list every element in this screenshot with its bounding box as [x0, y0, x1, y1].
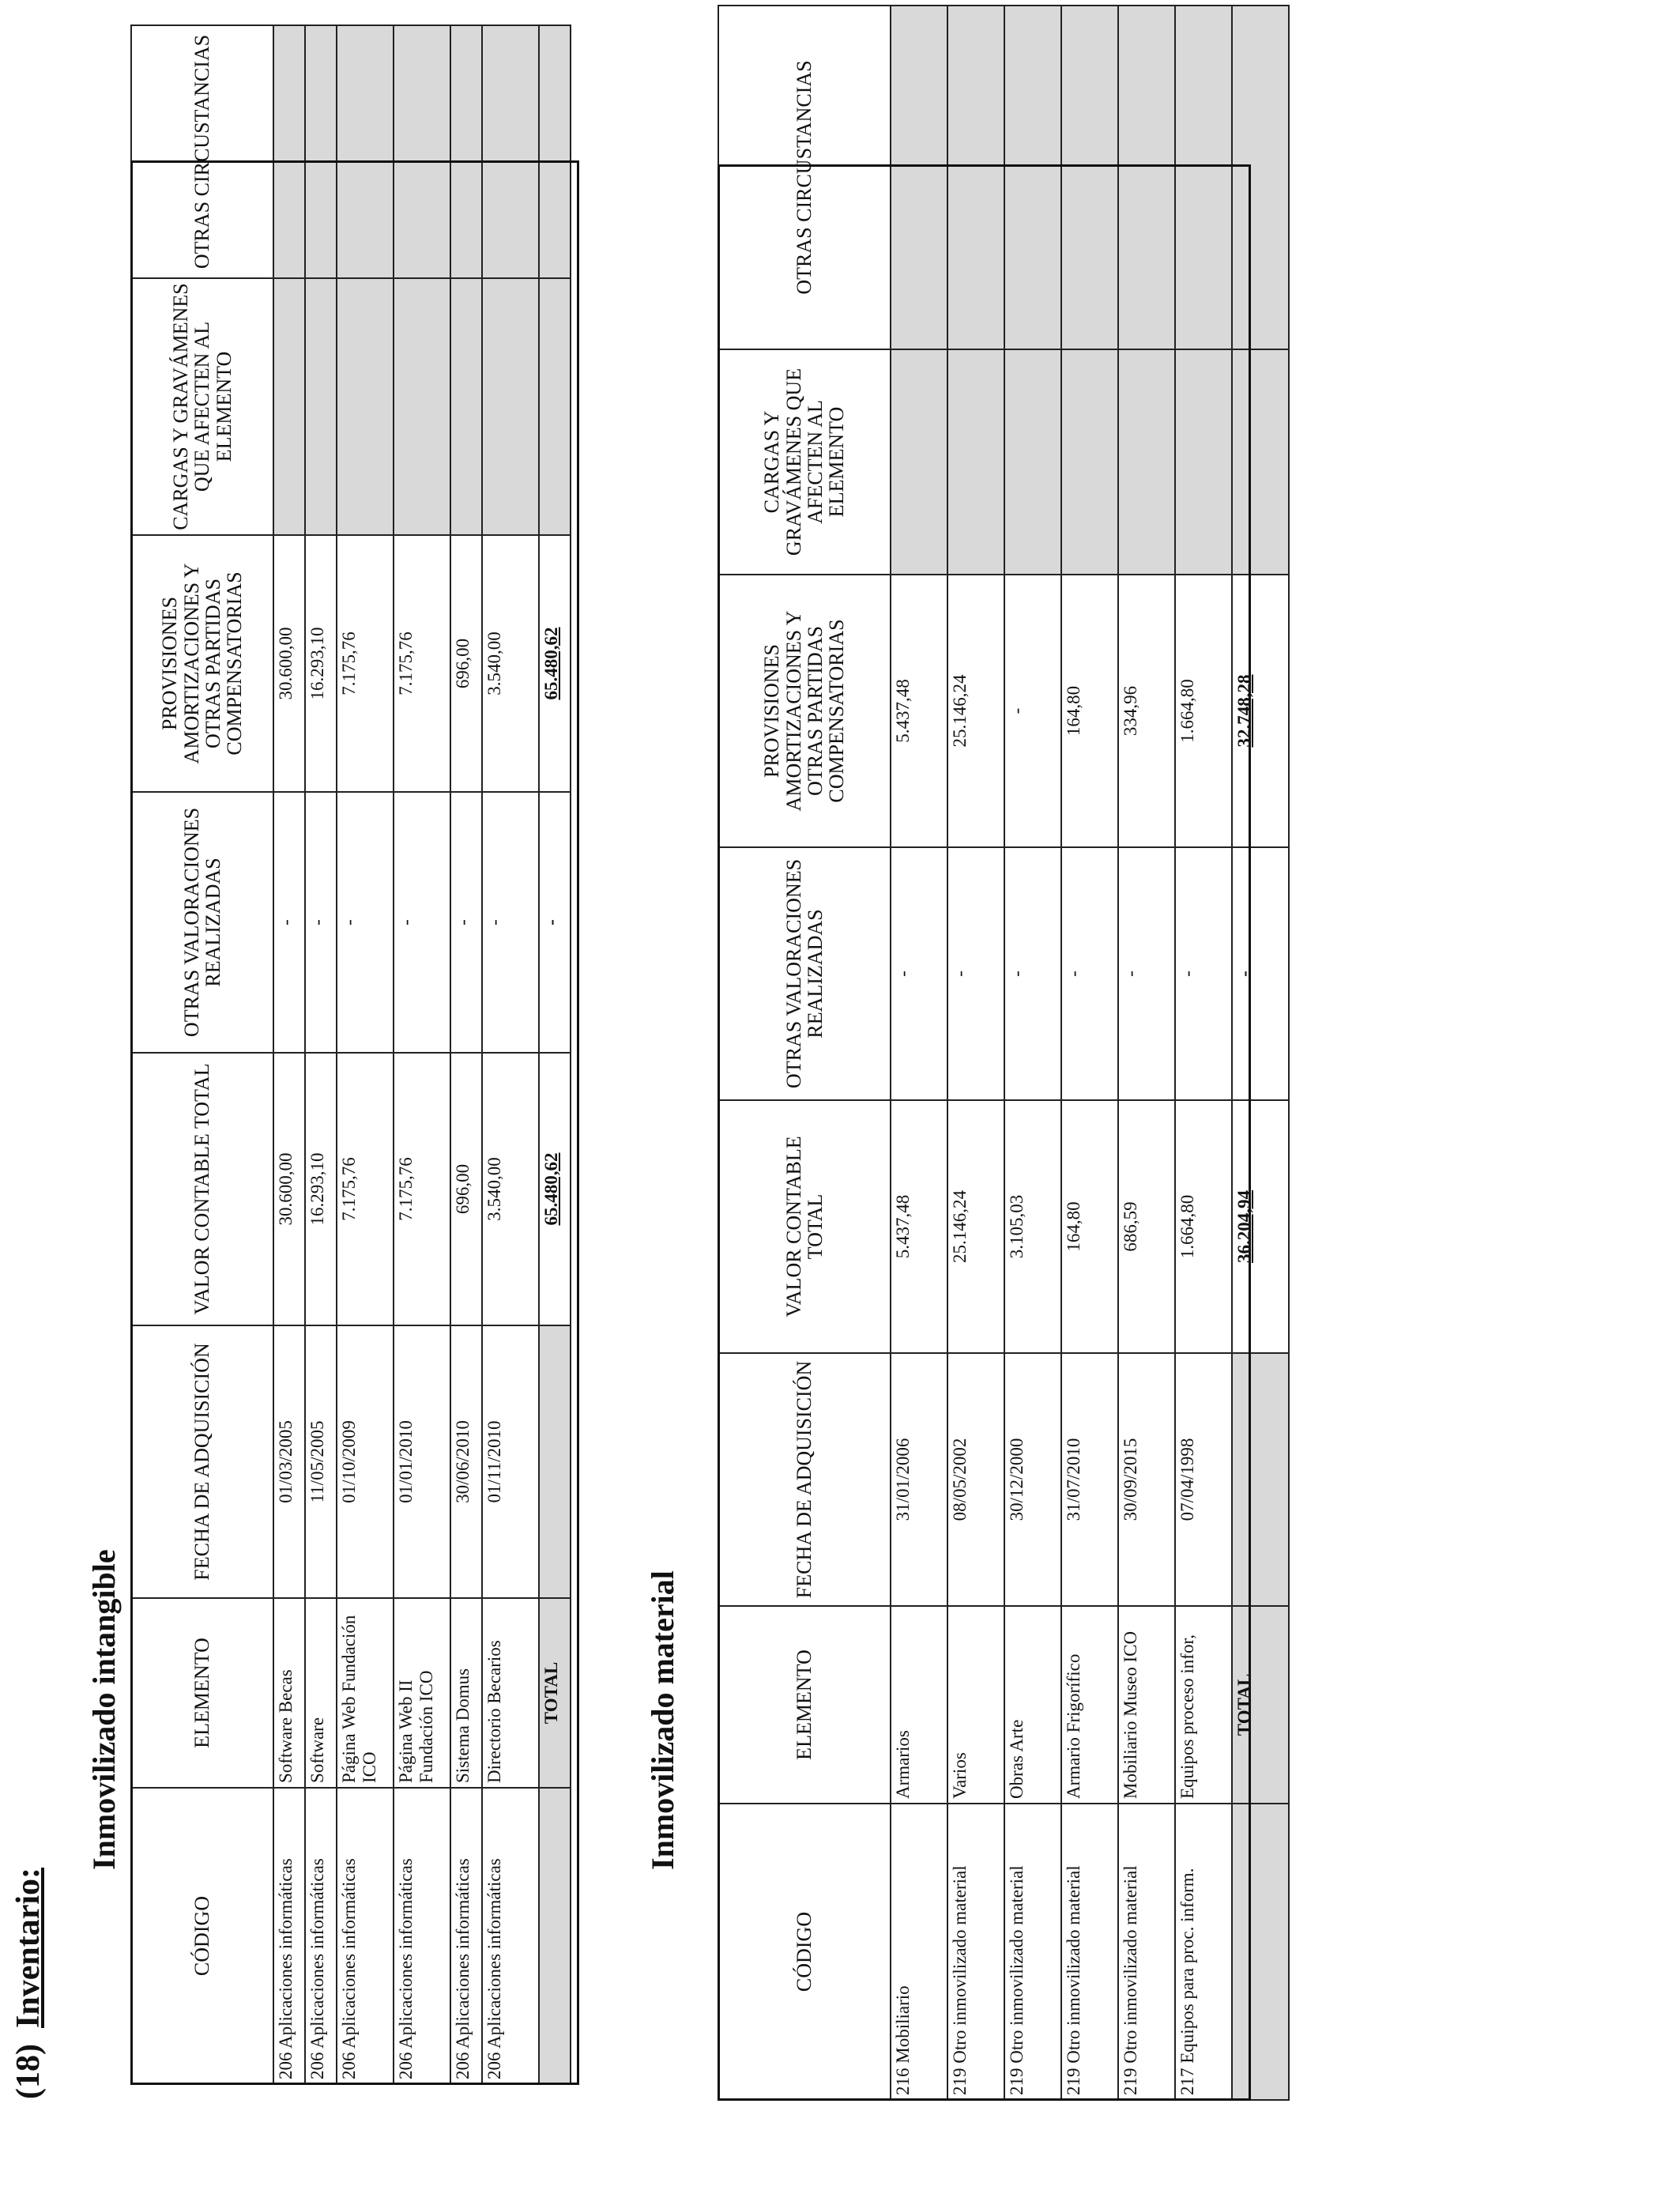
cell-provisiones: 30.600,00	[273, 535, 305, 792]
cell-valor: 5.437,48	[891, 1100, 947, 1353]
cell-elemento: Varios	[947, 1606, 1004, 1804]
cell-provisiones: 696,00	[450, 535, 482, 792]
cell-otras-val: -	[482, 792, 539, 1053]
intangible-title: Inmovilizado intangible	[86, 1549, 122, 1870]
cell-cargas	[450, 278, 482, 535]
cell-otras-circunstancias	[337, 25, 394, 278]
header-codigo: CÓDIGO	[718, 1804, 891, 2100]
cell-elemento: Mobiliario Museo ICO	[1118, 1606, 1175, 1804]
cell-valor: 686,59	[1118, 1100, 1175, 1353]
cell-fecha: 30/12/2000	[1004, 1353, 1061, 1606]
cell-provisiones: 25.146,24	[947, 575, 1004, 847]
cell-provisiones: 334,96	[1118, 575, 1175, 847]
total-otras-circunstancias	[1232, 6, 1289, 349]
table-row	[337, 25, 394, 2084]
header-fecha: FECHA DE ADQUISICIÓN	[718, 1353, 891, 1606]
cell-elemento: Software Becas	[273, 1598, 305, 1788]
total-cargas	[539, 278, 571, 535]
header-otras-circunstancias: OTRAS CIRCUSTANCIAS	[718, 6, 891, 349]
cell-otras-circunstancias	[482, 25, 539, 278]
cell-elemento: Armarios	[891, 1606, 947, 1804]
cell-valor: 164,80	[1061, 1100, 1118, 1353]
cell-codigo: 206 Aplicaciones informáticas	[482, 1788, 539, 2084]
cell-codigo: 206 Aplicaciones informáticas	[450, 1788, 482, 2084]
cell-fecha: 01/11/2010	[482, 1325, 539, 1598]
header-provisiones: PROVISIONES AMORTIZACIONES Y OTRAS PARTIDAS COMPENSATORIAS	[131, 535, 273, 792]
cell-valor: 3.540,00	[482, 1053, 539, 1325]
total-valor: 36.204,94	[1232, 1100, 1289, 1353]
cell-elemento: Página Web Fundación ICO	[337, 1598, 394, 1788]
cell-otras-val: -	[337, 792, 394, 1053]
table-row	[947, 6, 1004, 2100]
total-row	[1232, 6, 1289, 2100]
intangible-table-body	[273, 25, 571, 2084]
cell-otras-circunstancias	[1004, 6, 1061, 349]
table-row	[1118, 6, 1175, 2100]
header-provisiones: PROVISIONES AMORTIZACIONES Y OTRAS PARTIDAS COMPENSATORIAS	[718, 575, 891, 847]
header-otras-valoraciones: OTRAS VALORACIONES REALIZADAS	[718, 847, 891, 1100]
total-provisiones: 32.748,28	[1232, 575, 1289, 847]
total-otras-circunstancias	[539, 25, 571, 278]
cell-codigo: 206 Aplicaciones informáticas	[394, 1788, 450, 2084]
total-cargas	[1232, 349, 1289, 575]
total-label: TOTAL	[539, 1598, 571, 1788]
cell-valor: 7.175,76	[394, 1053, 450, 1325]
table-row	[1004, 6, 1061, 2100]
cell-codigo: 206 Aplicaciones informáticas	[305, 1788, 337, 2084]
cell-fecha: 30/06/2010	[450, 1325, 482, 1598]
cell-total-blank	[1232, 1804, 1289, 2100]
table-row	[1175, 6, 1232, 2100]
cell-cargas	[394, 278, 450, 535]
cell-otras-val: -	[1118, 847, 1175, 1100]
cell-elemento: Obras Arte	[1004, 1606, 1061, 1804]
cell-provisiones: 1.664,80	[1175, 575, 1232, 847]
cell-elemento: Armario Frigorífico	[1061, 1606, 1118, 1804]
total-label: TOTAL	[1232, 1606, 1289, 1804]
header-fecha: FECHA DE ADQUISICIÓN	[131, 1325, 273, 1598]
header-valor: VALOR CONTABLE TOTAL	[718, 1100, 891, 1353]
cell-fecha: 01/03/2005	[273, 1325, 305, 1598]
cell-fecha: 01/01/2010	[394, 1325, 450, 1598]
cell-provisiones: 164,80	[1061, 575, 1118, 847]
table-row	[394, 25, 450, 2084]
cell-otras-val: -	[450, 792, 482, 1053]
cell-fecha: 31/01/2006	[891, 1353, 947, 1606]
header-elemento: ELEMENTO	[131, 1598, 273, 1788]
cell-elemento: Software	[305, 1598, 337, 1788]
cell-otras-circunstancias	[394, 25, 450, 278]
cell-otras-val: -	[1004, 847, 1061, 1100]
cell-elemento: Página Web II Fundación ICO	[394, 1598, 450, 1788]
table-row	[1061, 6, 1118, 2100]
cell-codigo: 219 Otro inmovilizado material	[947, 1804, 1004, 2100]
cell-otras-val: -	[1175, 847, 1232, 1100]
cell-otras-circunstancias	[1061, 6, 1118, 349]
intangible-table	[130, 25, 571, 2085]
total-valor: 65.480,62	[539, 1053, 571, 1325]
cell-cargas	[1061, 349, 1118, 575]
cell-cargas	[482, 278, 539, 535]
cell-total-fecha	[539, 1325, 571, 1598]
cell-provisiones: 3.540,00	[482, 535, 539, 792]
table-row	[891, 6, 947, 2100]
total-otras-val: -	[539, 792, 571, 1053]
cell-fecha: 11/05/2005	[305, 1325, 337, 1598]
cell-fecha: 31/07/2010	[1061, 1353, 1118, 1606]
cell-otras-circunstancias	[305, 25, 337, 278]
header-otras-circunstancias: OTRAS CIRCUSTANCIAS	[131, 25, 273, 278]
cell-elemento: Sistema Domus	[450, 1598, 482, 1788]
cell-otras-circunstancias	[1175, 6, 1232, 349]
table-row	[482, 25, 539, 2084]
cell-codigo: 206 Aplicaciones informáticas	[337, 1788, 394, 2084]
table-row	[305, 25, 337, 2084]
cell-otras-circunstancias	[450, 25, 482, 278]
cell-otras-val: -	[1061, 847, 1118, 1100]
cell-elemento: Directorio Becarios	[482, 1598, 539, 1788]
cell-codigo: 206 Aplicaciones informáticas	[273, 1788, 305, 2084]
cell-valor: 25.146,24	[947, 1100, 1004, 1353]
header-codigo: CÓDIGO	[131, 1788, 273, 2084]
cell-otras-val: -	[947, 847, 1004, 1100]
cell-otras-circunstancias	[891, 6, 947, 349]
cell-fecha: 30/09/2015	[1118, 1353, 1175, 1606]
cell-valor: 16.293,10	[305, 1053, 337, 1325]
cell-cargas	[1175, 349, 1232, 575]
cell-otras-val: -	[891, 847, 947, 1100]
total-row	[539, 25, 571, 2084]
cell-total-blank	[539, 1788, 571, 2084]
cell-codigo: 217 Equipos para proc. inform.	[1175, 1804, 1232, 2100]
header-cargas: CARGAS Y GRAVÁMENES QUE AFECTEN AL ELEMENTO	[718, 349, 891, 575]
header-valor: VALOR CONTABLE TOTAL	[131, 1053, 273, 1325]
cell-otras-val: -	[305, 792, 337, 1053]
total-otras-val: -	[1232, 847, 1289, 1100]
cell-provisiones: 7.175,76	[337, 535, 394, 792]
cell-cargas	[947, 349, 1004, 575]
header-elemento: ELEMENTO	[718, 1606, 891, 1804]
table-row	[450, 25, 482, 2084]
cell-otras-circunstancias	[273, 25, 305, 278]
material-table-body	[891, 6, 1289, 2100]
cell-provisiones: 5.437,48	[891, 575, 947, 847]
cell-fecha: 07/04/1998	[1175, 1353, 1232, 1606]
cell-codigo: 216 Mobiliario	[891, 1804, 947, 2100]
cell-total-fecha	[1232, 1353, 1289, 1606]
table-row	[273, 25, 305, 2084]
total-provisiones: 65.480,62	[539, 535, 571, 792]
cell-valor: 1.664,80	[1175, 1100, 1232, 1353]
section-number: (18)	[10, 2044, 47, 2099]
cell-fecha: 08/05/2002	[947, 1353, 1004, 1606]
cell-cargas	[337, 278, 394, 535]
cell-provisiones: 7.175,76	[394, 535, 450, 792]
cell-cargas	[891, 349, 947, 575]
cell-codigo: 219 Otro inmovilizado material	[1004, 1804, 1061, 2100]
cell-valor: 30.600,00	[273, 1053, 305, 1325]
cell-otras-val: -	[394, 792, 450, 1053]
cell-provisiones: 16.293,10	[305, 535, 337, 792]
cell-valor: 7.175,76	[337, 1053, 394, 1325]
cell-codigo: 219 Otro inmovilizado material	[1061, 1804, 1118, 2100]
header-cargas: CARGAS Y GRAVÁMENES QUE AFECTEN AL ELEMENTO	[131, 278, 273, 535]
cell-cargas	[1118, 349, 1175, 575]
cell-otras-val: -	[273, 792, 305, 1053]
cell-cargas	[1004, 349, 1061, 575]
cell-otras-circunstancias	[1118, 6, 1175, 349]
section-title: Inventario:	[10, 1868, 47, 2028]
table-header-row	[131, 25, 273, 2084]
table-header-row	[718, 6, 891, 2100]
cell-valor: 696,00	[450, 1053, 482, 1325]
cell-cargas	[305, 278, 337, 535]
cell-cargas	[273, 278, 305, 535]
cell-valor: 3.105,03	[1004, 1100, 1061, 1353]
cell-fecha: 01/10/2009	[337, 1325, 394, 1598]
material-table	[718, 5, 1290, 2101]
header-otras-valoraciones: OTRAS VALORACIONES REALIZADAS	[131, 792, 273, 1053]
cell-provisiones: -	[1004, 575, 1061, 847]
material-title: Inmovilizado material	[645, 1570, 680, 1870]
cell-otras-circunstancias	[947, 6, 1004, 349]
cell-elemento: Equipos proceso infor,	[1175, 1606, 1232, 1804]
cell-codigo: 219 Otro inmovilizado material	[1118, 1804, 1175, 2100]
